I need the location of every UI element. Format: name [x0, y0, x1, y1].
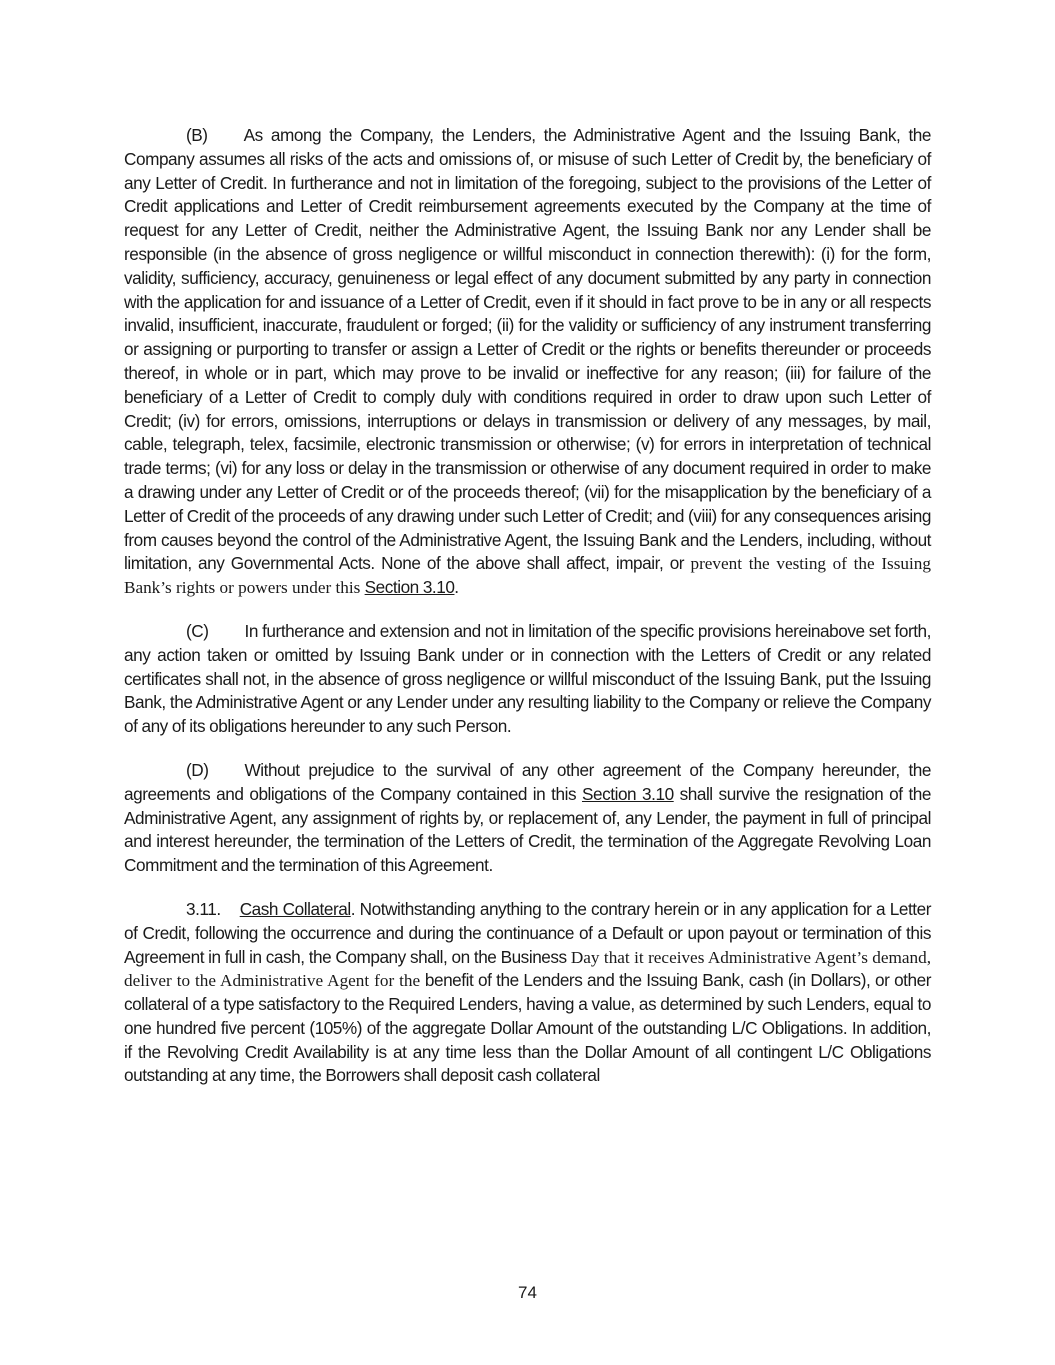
section-3-11: [124, 898, 931, 1088]
paragraph-b: [124, 124, 931, 600]
section-3-11-text-b: benefit of the Lenders and the Issuing Bank, cash (in Dollars), or other collateral of a type satisfactory to the Required Lenders, having a value, as determined by such Lenders, equal to one hundred five percent (105%) of the aggregate Dollar Amount of the outstanding L/C Obligations. In addition, if the Revolving Credit Availability is at any time less than the Dollar Amount of all contingent L/C Obligations outstanding at any time, the Borrowers shall deposit cash collateral: [124, 970, 931, 1086]
document-page: [124, 124, 931, 1108]
paragraph-d: [124, 759, 931, 878]
paragraph-b-tail: prevent the vesting of the Issuing Bank’s rights or powers under this: [124, 554, 931, 598]
paragraph-b-marker: (B): [186, 125, 208, 145]
section-3-10-reference: Section 3.10: [581, 783, 674, 804]
paragraph-b-text: As among the Company, the Lenders, the Administrative Agent and the Issuing Bank, the Company assumes all risks of the acts and omissions of, or misuse of such Letter of Credit by, the beneficiary of any Letter of Credit. In furtherance and not in limitation of the foregoing, subject to the provisions of the Letter of Credit applications and Letter of Credit reimbursement agreements executed by the Company at the time of request for any Letter of Credit, neither the Administrative Agent, the Issuing Bank nor any Lender shall be responsible (in the absence of gross negligence or willful misconduct in connection therewith): (i) for the form, validity, sufficiency, accuracy, genuineness or legal effect of any document submitted by any party in connection with the application for and issuance of a Letter of Credit, even if it should in fact prove to be in any or all respects invalid, insufficient, inaccurate, fraudulent or forged; (ii) for the validity or sufficiency of any instrument transferring or assigning or purporting to transfer or assign a Letter of Credit or the rights or benefits thereunder or proceeds thereof, in whole or in part, which may prove to be invalid or ineffective for any reason; (iii) for failure of the beneficiary of a Letter of Credit to comply duly with conditions required in order to draw upon such Letter of Credit; (iv) for errors, omissions, interruptions or delays in transmission or delivery of any messages, by mail, cable, telegraph, telex, facsimile, electronic transmission or otherwise; (v) for errors in interpretation of technical trade terms; (vi) for any loss or delay in the transmission or otherwise of any document required in order to make a drawing under any Letter of Credit or of the proceeds thereof; (vii) for the misapplication by the beneficiary of a Letter of Credit of the proceeds of any drawing under such Letter of Credit; and (viii) for any consequences arising from causes beyond the control of the Administrative Agent, the Issuing Bank and the Lenders, including, without limitation, any Governmental Acts. None of the above shall affect, impair, or: [124, 125, 931, 574]
paragraph-c: [124, 620, 931, 739]
section-3-11-text-serif: Day that it receives Administrative Agent’s demand, deliver to the Administrative Agent for the: [124, 947, 932, 991]
paragraph-c-text: In furtherance and extension and not in limitation of the specific provisions hereinabove set forth, any action taken or omitted by Issuing Bank under or in connection with the Letters of Credit or any related certificates shall not, in the absence of gross negligence or willful misconduct of the Issuing Bank, put the Issuing Bank, the Administrative Agent or any Lender under any resulting liability to the Company or relieve the Company of any of its obligations hereunder to any such Person.: [124, 620, 931, 737]
section-number: 3.11.: [186, 898, 221, 919]
section-3-10-reference: Section 3.10: [364, 577, 455, 598]
paragraph-c-marker: (C): [186, 620, 209, 641]
page-number: 74: [518, 1283, 537, 1302]
paragraph-b-tail-end: .: [454, 578, 459, 598]
section-3-11-text-a: . Notwithstanding anything to the contrary herein or in any application for a Letter of Credit, following the occurrence and during the continuance of a Default or upon payout or termination of this Agreement in full in cash, the Company shall, on the Business: [124, 898, 932, 967]
paragraph-d-marker: (D): [186, 759, 209, 780]
paragraph-d-text-before: Without prejudice to the survival of any other agreement of the Company hereunder, the agreements and obligations of the Company contained in this: [124, 759, 931, 804]
section-heading: Cash Collateral: [239, 898, 351, 919]
paragraph-d-text-after: shall survive the resignation of the Administrative Agent, any assignment of rights by, or replacement of, any Lender, the payment in full of principal and interest hereunder, the termination of the Letters of Credit, the termination of the Aggregate Revolving Loan Commitment and the termination of this Agreement.: [124, 783, 931, 876]
